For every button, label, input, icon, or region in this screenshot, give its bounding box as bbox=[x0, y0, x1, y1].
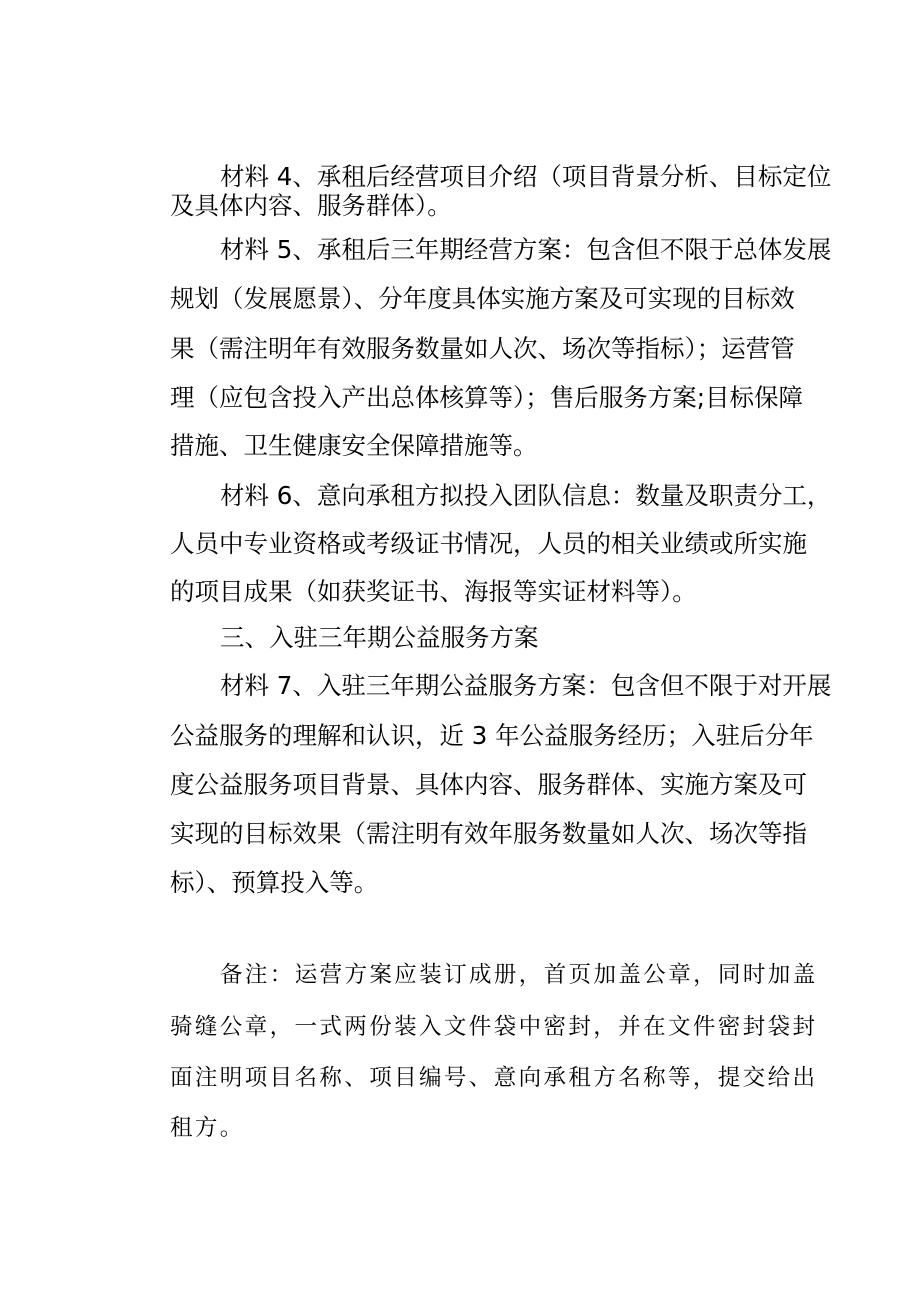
material-7-line-4: 实现的目标效果（需注明有效年服务数量如人次、场次等指 bbox=[170, 819, 807, 848]
material-5-line-5: 措施、卫生健康安全保障措施等。 bbox=[170, 431, 538, 460]
material-5-line-4: 理（应包含投入产出总体核算等）；售后服务方案;目标保障 bbox=[170, 383, 804, 412]
material-7-line-5: 标）、预算投入等。 bbox=[170, 868, 379, 897]
material-4-line-1: 材料 4、承租后经营项目介绍（项目背景分析、目标定位 bbox=[220, 162, 832, 191]
note-line-1: 备注：运营方案应装订成册，首页加盖公章，同时加盖 bbox=[220, 962, 818, 988]
material-6-line-2: 人员中专业资格或考级证书情况，人员的相关业绩或所实施 bbox=[170, 529, 807, 558]
material-5-line-3: 果（需注明年有效服务数量如人次、场次等指标）；运营管 bbox=[170, 334, 795, 363]
material-7-line-3: 度公益服务项目背景、具体内容、服务群体、实施方案及可 bbox=[170, 770, 807, 799]
note-line-4: 租方。 bbox=[170, 1115, 245, 1141]
note-line-2: 骑缝公章，一式两份装入文件袋中密封，并在文件密封袋封 bbox=[170, 1014, 818, 1040]
material-5-line-1: 材料 5、承租后三年期经营方案：包含但不限于总体发展 bbox=[220, 235, 832, 264]
material-4-line-2: 及具体内容、服务群体）。 bbox=[170, 191, 452, 220]
material-6-line-3: 的项目成果（如获奖证书、海报等实证材料等）。 bbox=[170, 577, 697, 606]
material-6-line-1: 材料 6、意向承租方拟投入团队信息：数量及职责分工， bbox=[220, 481, 832, 510]
note-line-3: 面注明项目名称、项目编号、意向承租方名称等，提交给出 bbox=[170, 1065, 818, 1091]
section-heading: 三、入驻三年期公益服务方案 bbox=[220, 623, 539, 652]
material-7-line-1: 材料 7、入驻三年期公益服务方案：包含但不限于对开展 bbox=[220, 671, 832, 700]
material-7-line-2: 公益服务的理解和认识，近 3 年公益服务经历；入驻后分年 bbox=[170, 721, 814, 750]
material-5-line-2: 规划（发展愿景）、分年度具体实施方案及可实现的目标效 bbox=[170, 284, 795, 313]
